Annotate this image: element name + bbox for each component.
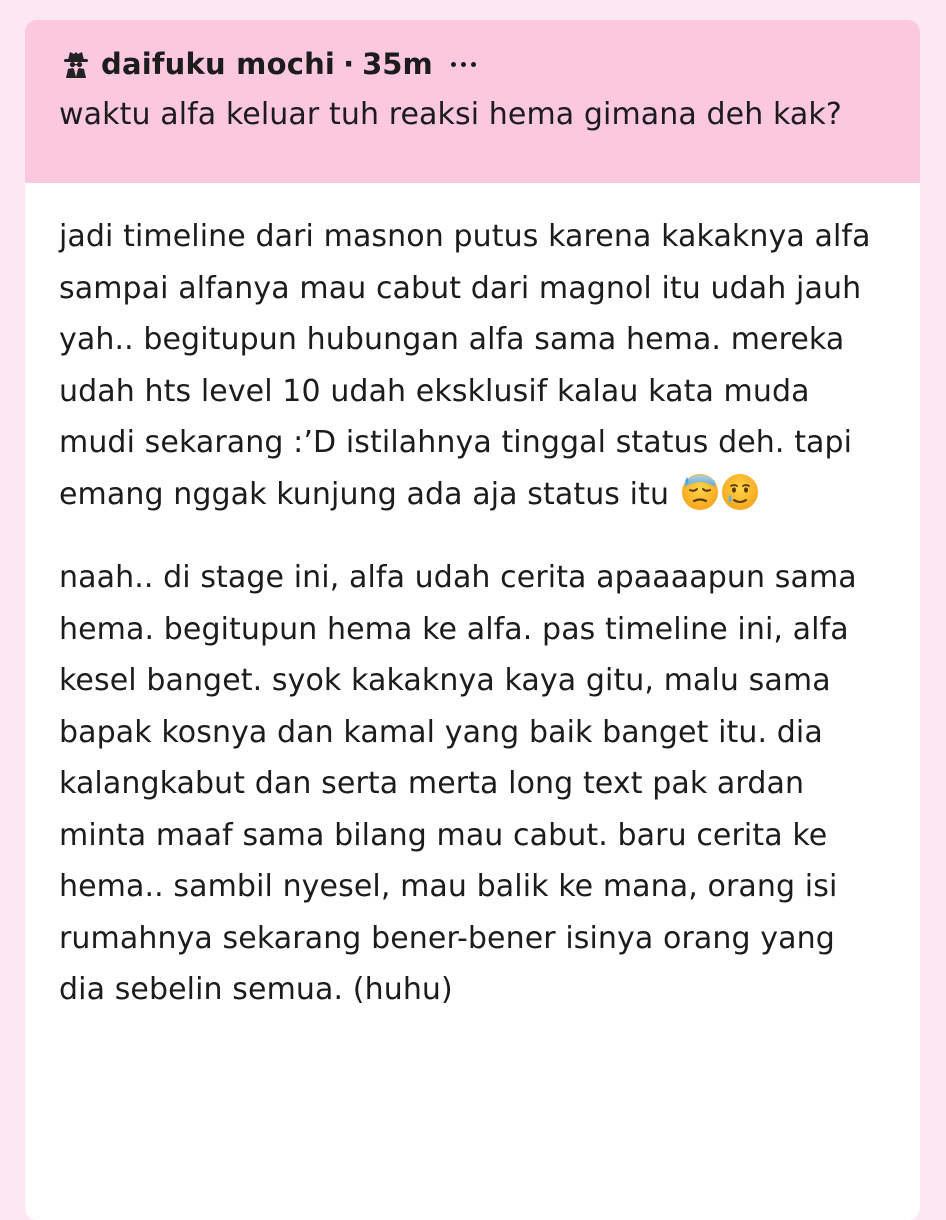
question-box (25, 20, 920, 183)
answer-paragraph-text: jadi timeline dari masnon putus karena kakaknya alfa sampai alfanya mau cabut dari magnol itu udah jauh yah.. begitupun hubungan alfa sama hema. mereka udah hts level 10 udah eksklusif kalau kata muda mudi sekarang :’D istilahnya tinggal status deh. tapi emang nggak kunjung ada aja status itu (59, 219, 871, 512)
more-horizontal-icon[interactable] (451, 62, 476, 67)
answer-paragraph: naah.. di stage ini, alfa udah cerita apaaaapun sama hema. begitupun hema ke alfa. pas timeline ini, alfa kesel banget. syok kakaknya kaya gitu, malu sama bapak kosnya dan kamal yang baik banget itu. dia kalangkabut dan serta merta long text pak ardan minta maaf sama bilang mau cabut. baru cerita ke hema.. sambil nyesel, mau balik ke mana, orang isi rumahnya sekarang bener-bener isinya orang yang dia sebelin semua. (huhu) (59, 560, 857, 1007)
question-time: 35m (362, 47, 433, 81)
separator-dot: · (343, 47, 355, 81)
answer-body (25, 183, 920, 1016)
smiling-tear-emoji (721, 473, 759, 511)
spy-icon (59, 47, 93, 81)
question-text: waktu alfa keluar tuh reaksi hema gimana deh kak? (59, 97, 842, 132)
question-author[interactable]: daifuku mochi (101, 47, 336, 81)
downcast-sweat-emoji (681, 473, 719, 511)
answer-paragraph (59, 211, 886, 520)
question-header (59, 44, 886, 84)
post-card (25, 20, 920, 1220)
